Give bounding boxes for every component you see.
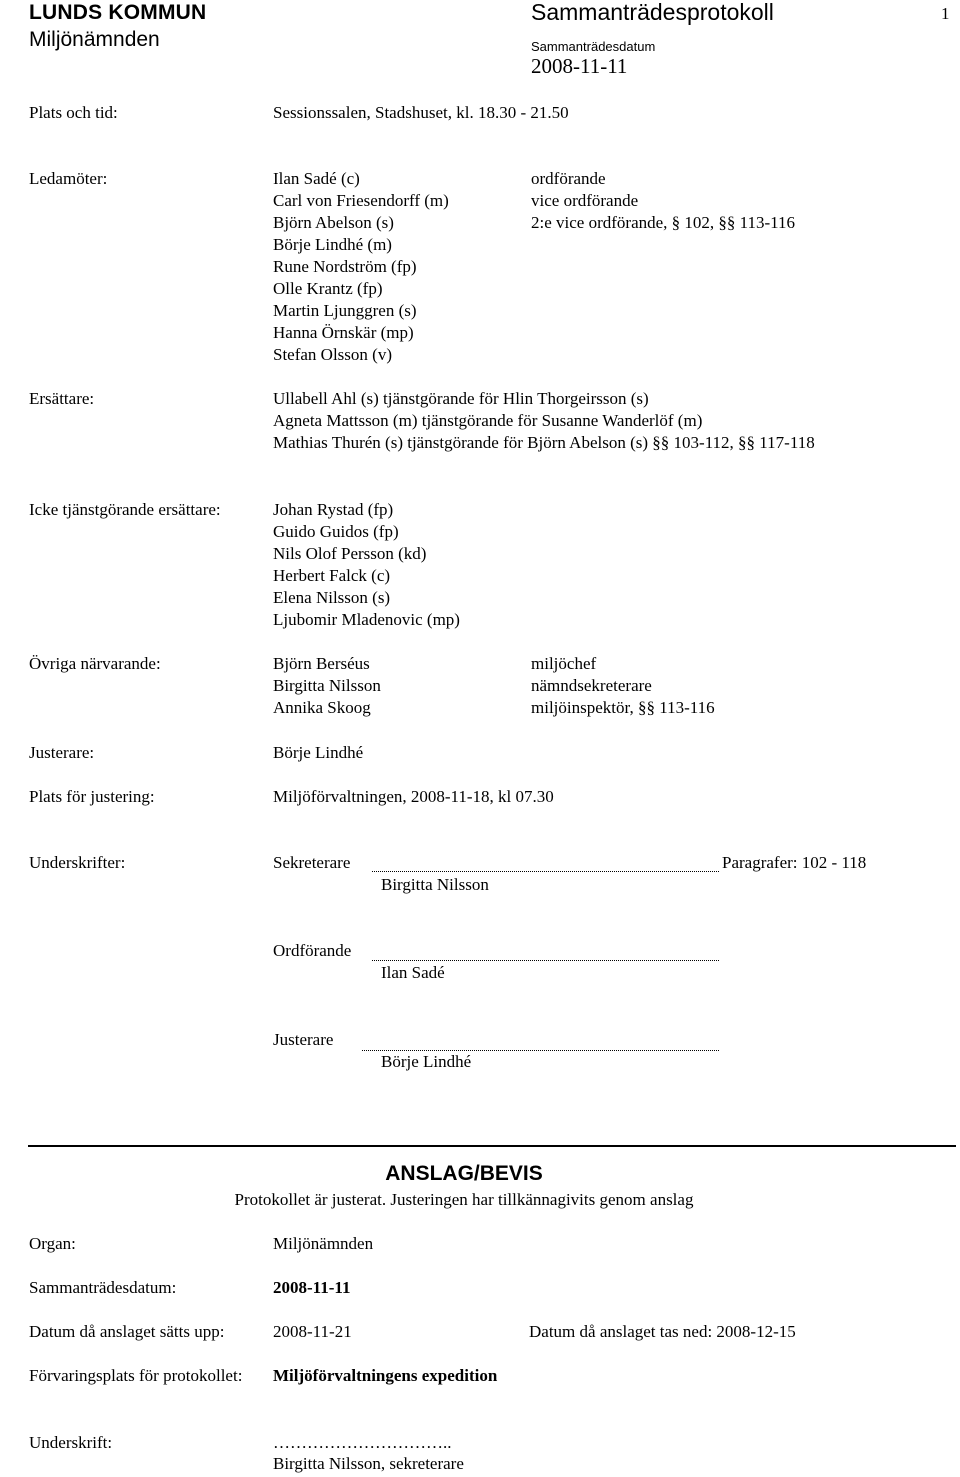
adjuster-sign-name: Börje Lindhé xyxy=(381,1052,472,1071)
adjuster-value: Börje Lindhé xyxy=(273,743,364,762)
place-time-value: Sessionssalen, Stadshuset, kl. 18.30 - 21.50 xyxy=(273,103,569,122)
signature-dots: ………………………….. xyxy=(273,1433,452,1452)
chairman-name: Ilan Sadé xyxy=(381,963,445,982)
adjuster-sign-label: Justerare xyxy=(273,1030,334,1049)
non-serving-name: Ljubomir Mladenovic (mp) xyxy=(273,610,460,629)
members-list xyxy=(273,168,449,366)
substitutes-list xyxy=(273,388,815,454)
member-name: Carl von Friesendorff (m) xyxy=(273,191,449,210)
removed-date: Datum då anslaget tas ned: 2008-12-15 xyxy=(529,1322,796,1341)
adjuster-label: Justerare: xyxy=(29,743,95,762)
notice-date-label: Sammanträdesdatum: xyxy=(29,1278,177,1297)
others-present-list xyxy=(273,653,381,719)
secretary-name: Birgitta Nilsson xyxy=(381,875,489,894)
place-time-label: Plats och tid: xyxy=(29,103,118,122)
other-name: Annika Skoog xyxy=(273,698,371,717)
notice-date-value: 2008-11-11 xyxy=(273,1278,351,1297)
substitute-item: Agneta Mattsson (m) tjänstgörande för Susanne Wanderlöf (m) xyxy=(273,411,703,430)
member-roles xyxy=(531,168,795,234)
page-number: 1 xyxy=(941,4,950,23)
member-name: Hanna Örnskär (mp) xyxy=(273,323,414,342)
organ-label: Organ: xyxy=(29,1234,76,1253)
non-serving-name: Johan Rystad (fp) xyxy=(273,500,394,519)
non-serving-name: Guido Guidos (fp) xyxy=(273,522,399,541)
posted-date-value: 2008-11-21 xyxy=(273,1322,352,1341)
member-name: Olle Krantz (fp) xyxy=(273,279,383,298)
non-serving-name: Herbert Falck (c) xyxy=(273,566,391,585)
substitutes-label: Ersättare: xyxy=(29,389,95,408)
other-role: miljöinspektör, §§ 113-116 xyxy=(531,698,715,717)
member-role: ordförande xyxy=(531,169,606,188)
storage-value: Miljöförvaltningens expedition xyxy=(273,1366,498,1385)
posted-date-label: Datum då anslaget sätts upp: xyxy=(29,1322,225,1341)
organ-value: Miljönämnden xyxy=(273,1234,374,1253)
member-name: Börje Lindhé (m) xyxy=(273,235,392,254)
meeting-date-label: Sammanträdesdatum xyxy=(531,39,656,54)
non-serving-substitutes-label: Icke tjänstgörande ersättare: xyxy=(29,500,221,519)
member-role: 2:e vice ordförande, § 102, §§ 113-116 xyxy=(531,213,796,232)
other-role: miljöchef xyxy=(531,654,597,673)
chairman-signature-line xyxy=(372,960,719,961)
signatures-label: Underskrifter: xyxy=(29,853,126,872)
member-name: Stefan Olsson (v) xyxy=(273,345,392,364)
org-logo-text: LUNDS KOMMUN xyxy=(29,1,207,24)
notice-subtitle: Protokollet är justerat. Justeringen har tillkännagivits genom anslag xyxy=(234,1190,694,1209)
document-title: Sammanträdesprotokoll xyxy=(531,0,774,25)
section-divider xyxy=(28,1145,956,1147)
member-name: Martin Ljunggren (s) xyxy=(273,301,417,320)
other-name: Birgitta Nilsson xyxy=(273,676,381,695)
non-serving-name: Elena Nilsson (s) xyxy=(273,588,391,607)
other-role: nämndsekreterare xyxy=(531,676,652,695)
paragraphs-range: Paragrafer: 102 - 118 xyxy=(722,853,867,872)
secretary-label: Sekreterare xyxy=(273,853,351,872)
secretary-signature-line xyxy=(372,871,719,872)
adjustment-place-value: Miljöförvaltningen, 2008-11-18, kl 07.30 xyxy=(273,787,554,806)
member-name: Ilan Sadé (c) xyxy=(273,169,360,188)
storage-label: Förvaringsplats för protokollet: xyxy=(29,1366,243,1385)
meeting-date: 2008-11-11 xyxy=(531,54,628,78)
members-label: Ledamöter: xyxy=(29,169,108,188)
chairman-label: Ordförande xyxy=(273,941,352,960)
department-name: Miljönämnden xyxy=(29,28,160,51)
substitute-item: Mathias Thurén (s) tjänstgörande för Björn Abelson (s) §§ 103-112, §§ 117-118 xyxy=(273,433,815,452)
non-serving-name: Nils Olof Persson (kd) xyxy=(273,544,427,563)
member-role: vice ordförande xyxy=(531,191,639,210)
member-name: Björn Abelson (s) xyxy=(273,213,394,232)
others-present-label: Övriga närvarande: xyxy=(29,654,161,673)
signature-name: Birgitta Nilsson, sekreterare xyxy=(273,1454,464,1473)
non-serving-substitutes-list xyxy=(273,499,460,631)
substitute-item: Ullabell Ahl (s) tjänstgörande för Hlin Thorgeirsson (s) xyxy=(273,389,649,408)
member-name: Rune Nordström (fp) xyxy=(273,257,417,276)
notice-title: ANSLAG/BEVIS xyxy=(385,1162,543,1185)
signature-label: Underskrift: xyxy=(29,1433,113,1452)
other-name: Björn Berséus xyxy=(273,654,370,673)
others-present-roles xyxy=(531,653,715,719)
adjustment-place-label: Plats för justering: xyxy=(29,787,155,806)
